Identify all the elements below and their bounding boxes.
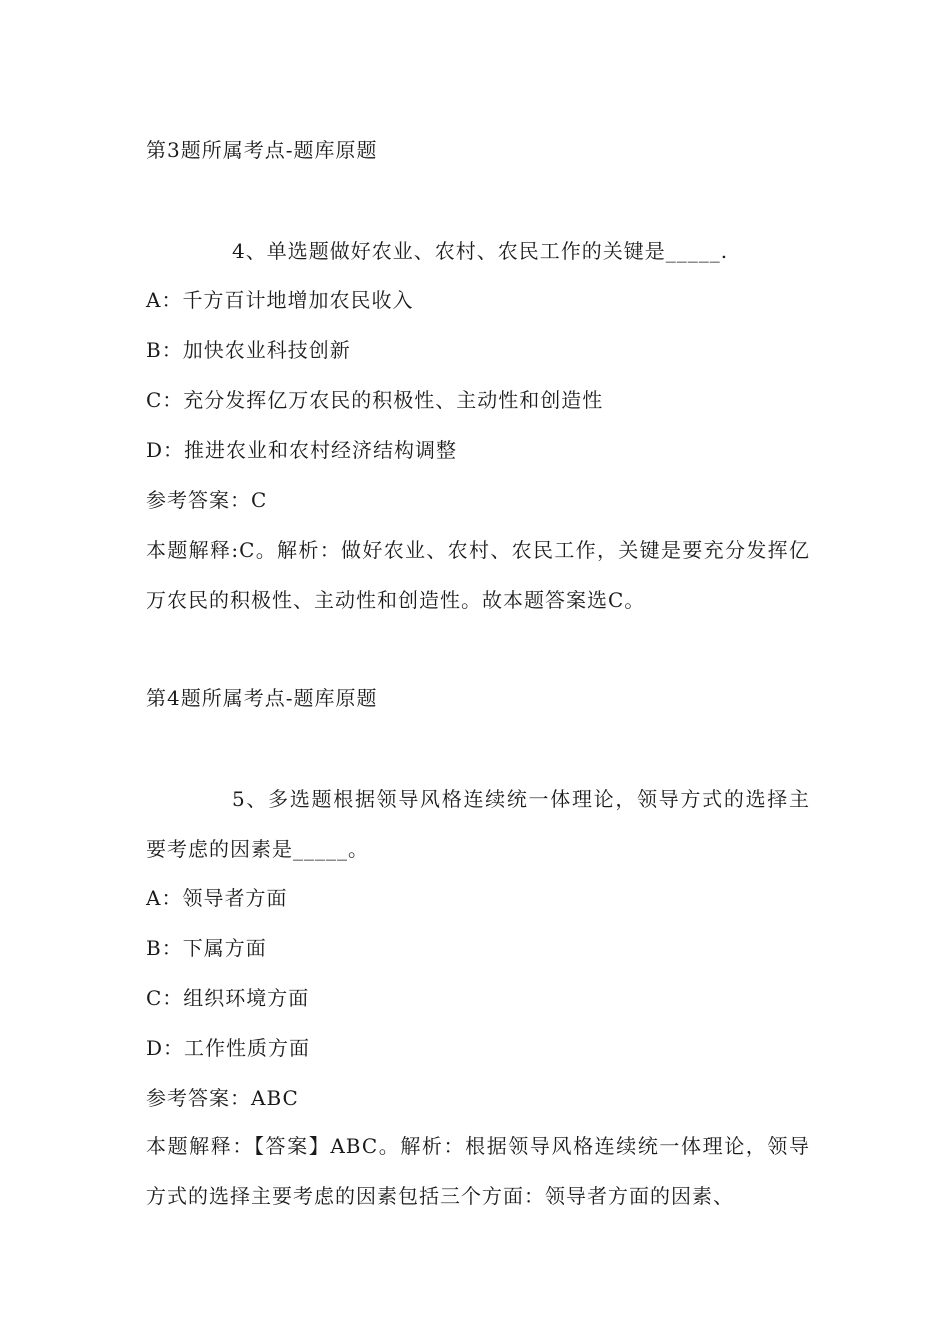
explanation: 本题解释：【答案】ABC。解析：根据领导风格连续统一体理论，领导方式的选择主要考虑的因素包括三个方面：领导者方面的因素、 xyxy=(146,1134,810,1208)
option-c: C：充分发挥亿万农民的积极性、主动性和创造性 xyxy=(146,388,604,412)
option-b: B：加快农业科技创新 xyxy=(146,338,351,362)
topic-label: 第3题所属考点-题库原题 xyxy=(146,138,378,162)
option-a: A：千方百计地增加农民收入 xyxy=(146,288,414,312)
question-4: 4、单选题做好农业、农村、农民工作的关键是_____. xyxy=(232,239,729,263)
explanation: 本题解释:C。解析：做好农业、农村、农民工作，关键是要充分发挥亿万农民的积极性、主动性和创造性。故本题答案选C。 xyxy=(146,538,810,612)
topic-label: 第4题所属考点-题库原题 xyxy=(146,686,378,710)
option-a: A：领导者方面 xyxy=(146,886,288,910)
question-5: 5、多选题根据领导风格连续统一体理论，领导方式的选择主要考虑的因素是_____。 xyxy=(146,787,810,861)
answer: 参考答案：ABC xyxy=(146,1086,299,1110)
option-c: C：组织环境方面 xyxy=(146,986,310,1010)
option-d: D：工作性质方面 xyxy=(146,1036,311,1060)
answer: 参考答案：C xyxy=(146,488,268,512)
option-b: B：下属方面 xyxy=(146,936,267,960)
option-d: D：推进农业和农村经济结构调整 xyxy=(146,438,458,462)
